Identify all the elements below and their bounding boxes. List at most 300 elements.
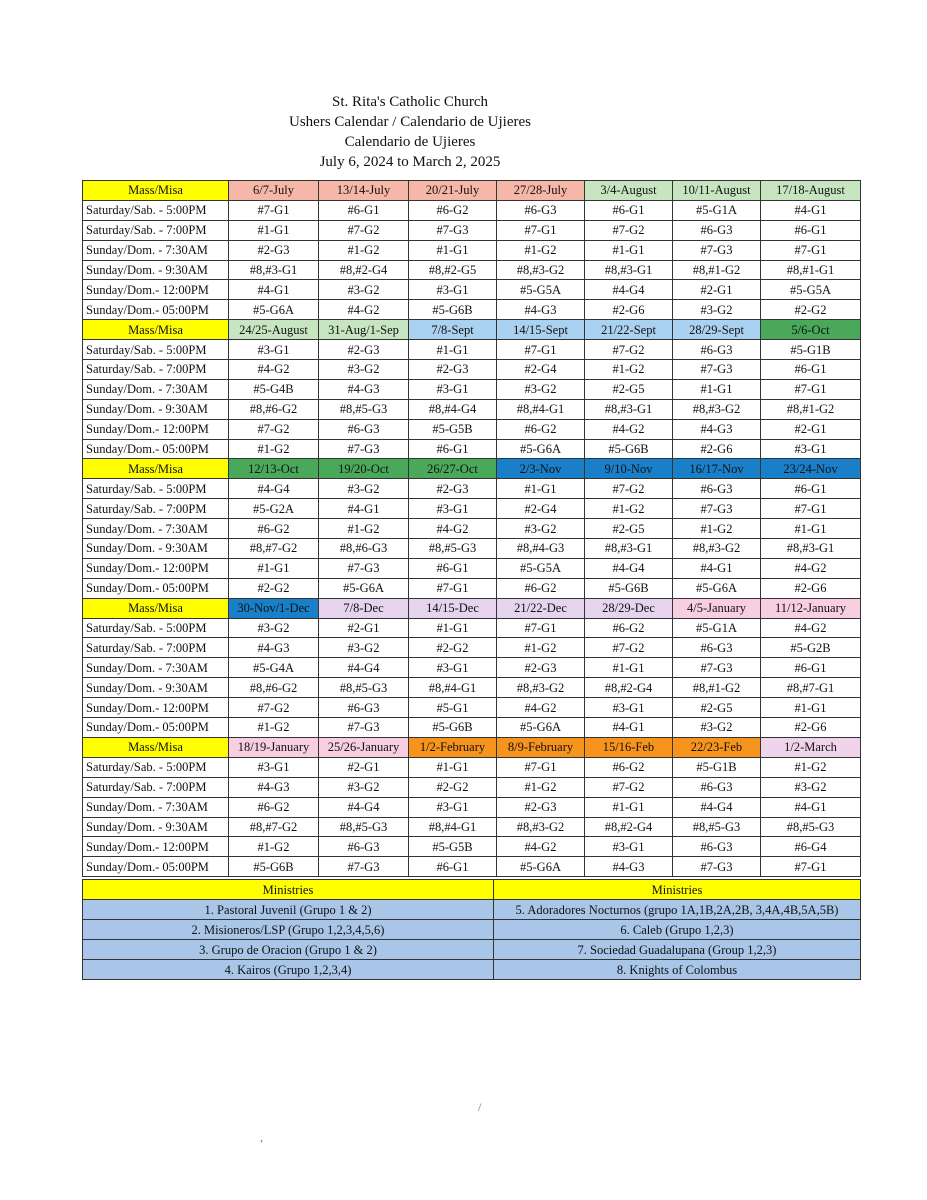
assignment-cell: #8,#3-G2 [497, 260, 585, 280]
mass-time-label: Sunday/Dom.- 05:00PM [83, 718, 229, 738]
assignment-cell: #3-G1 [409, 797, 497, 817]
assignment-cell: #8,#6-G3 [319, 539, 409, 559]
assignment-cell: #7-G1 [497, 340, 585, 360]
assignment-cell: #8,#1-G2 [673, 260, 761, 280]
assignment-cell: #7-G3 [673, 360, 761, 380]
date-header-cell: 7/8-Dec [319, 598, 409, 618]
date-header-cell: 2/3-Nov [497, 459, 585, 479]
assignment-cell: #8,#4-G3 [497, 539, 585, 559]
assignment-cell: #5-G2A [229, 499, 319, 519]
date-header-cell: 17/18-August [761, 181, 861, 201]
assignment-cell: #3-G2 [497, 379, 585, 399]
assignment-cell: #3-G1 [409, 658, 497, 678]
assignment-cell: #6-G3 [673, 777, 761, 797]
assignment-cell: #1-G2 [229, 439, 319, 459]
schedule-row [83, 857, 861, 877]
assignment-cell: #2-G2 [409, 777, 497, 797]
assignment-cell: #6-G1 [761, 220, 861, 240]
mass-time-label: Sunday/Dom.- 12:00PM [83, 419, 229, 439]
schedule-row [83, 519, 861, 539]
assignment-cell: #3-G1 [585, 837, 673, 857]
schedule-row [83, 698, 861, 718]
assignment-cell: #6-G2 [409, 200, 497, 220]
schedule-row [83, 638, 861, 658]
assignment-cell: #8,#7-G2 [229, 817, 319, 837]
date-header-cell: 11/12-January [761, 598, 861, 618]
assignment-cell: #2-G5 [673, 698, 761, 718]
schedule-row [83, 419, 861, 439]
assignment-cell: #2-G6 [673, 439, 761, 459]
assignment-cell: #1-G2 [585, 360, 673, 380]
assignment-cell: #1-G1 [761, 698, 861, 718]
church-name: St. Rita's Catholic Church [331, 94, 489, 110]
mass-time-label: Sunday/Dom. - 9:30AM [83, 817, 229, 837]
assignment-cell: #5-G6B [585, 439, 673, 459]
schedule-row [83, 280, 861, 300]
date-header-cell: 1/2-March [761, 737, 861, 757]
assignment-cell: #6-G2 [229, 797, 319, 817]
assignment-cell: #4-G2 [497, 837, 585, 857]
assignment-cell: #4-G1 [673, 558, 761, 578]
schedule-row [83, 379, 861, 399]
assignment-cell: #1-G2 [585, 499, 673, 519]
mass-time-label: Sunday/Dom. - 7:30AM [83, 379, 229, 399]
assignment-cell: #7-G3 [319, 857, 409, 877]
schedule-row [83, 678, 861, 698]
assignment-cell: #5-G6A [497, 718, 585, 738]
assignment-cell: #6-G2 [585, 618, 673, 638]
mass-time-label: Saturday/Sab. - 5:00PM [83, 200, 229, 220]
ushers-calendar-table [82, 180, 861, 877]
date-header-cell: 28/29-Dec [585, 598, 673, 618]
assignment-cell: #8,#3-G1 [585, 260, 673, 280]
assignment-cell: #5-G6A [319, 578, 409, 598]
assignment-cell: #1-G2 [497, 240, 585, 260]
schedule-row [83, 399, 861, 419]
assignment-cell: #7-G1 [497, 618, 585, 638]
schedule-row [83, 220, 861, 240]
schedule-row [83, 539, 861, 559]
schedule-row [83, 300, 861, 320]
assignment-cell: #3-G2 [497, 519, 585, 539]
date-header-cell: 12/13-Oct [229, 459, 319, 479]
date-header-cell: 18/19-January [229, 737, 319, 757]
assignment-cell: #6-G3 [319, 837, 409, 857]
assignment-cell: #2-G1 [319, 757, 409, 777]
assignment-cell: #4-G3 [229, 777, 319, 797]
assignment-cell: #4-G2 [497, 698, 585, 718]
schedule-row [83, 797, 861, 817]
assignment-cell: #3-G2 [319, 777, 409, 797]
assignment-cell: #4-G2 [319, 300, 409, 320]
schedule-row [83, 837, 861, 857]
block-header-row [83, 320, 861, 340]
assignment-cell: #5-G6B [409, 300, 497, 320]
assignment-cell: #2-G6 [585, 300, 673, 320]
assignment-cell: #4-G2 [229, 360, 319, 380]
assignment-cell: #2-G2 [761, 300, 861, 320]
mass-time-label: Sunday/Dom.- 12:00PM [83, 280, 229, 300]
assignment-cell: #5-G5A [497, 280, 585, 300]
assignment-cell: #8,#6-G2 [229, 399, 319, 419]
mass-time-label: Sunday/Dom. - 7:30AM [83, 240, 229, 260]
assignment-cell: #7-G2 [585, 340, 673, 360]
assignment-cell: #8,#3-G2 [673, 399, 761, 419]
mass-time-label: Sunday/Dom. - 9:30AM [83, 678, 229, 698]
assignment-cell: #5-G5B [409, 837, 497, 857]
assignment-cell: #6-G3 [673, 638, 761, 658]
schedule-row [83, 757, 861, 777]
block-header-row [83, 459, 861, 479]
mass-time-label: Saturday/Sab. - 5:00PM [83, 340, 229, 360]
ministry-row [83, 900, 861, 920]
assignment-cell: #5-G6A [229, 300, 319, 320]
ministry-cell: 7. Sociedad Guadalupana (Group 1,2,3) [494, 940, 861, 960]
assignment-cell: #2-G1 [319, 618, 409, 638]
assignment-cell: #6-G3 [673, 837, 761, 857]
schedule-row [83, 618, 861, 638]
assignment-cell: #6-G1 [585, 200, 673, 220]
assignment-cell: #1-G1 [229, 558, 319, 578]
assignment-cell: #4-G2 [409, 519, 497, 539]
ministries-header-row [83, 880, 861, 900]
mass-header-cell: Mass/Misa [83, 737, 229, 757]
assignment-cell: #7-G3 [673, 658, 761, 678]
mass-time-label: Sunday/Dom.- 05:00PM [83, 857, 229, 877]
assignment-cell: #8,#2-G4 [585, 678, 673, 698]
ministries-table [82, 879, 861, 980]
assignment-cell: #4-G3 [497, 300, 585, 320]
assignment-cell: #2-G5 [585, 519, 673, 539]
date-header-cell: 5/6-Oct [761, 320, 861, 340]
mass-time-label: Saturday/Sab. - 7:00PM [83, 360, 229, 380]
assignment-cell: #8,#3-G1 [585, 399, 673, 419]
mass-time-label: Saturday/Sab. - 7:00PM [83, 777, 229, 797]
mass-header-cell: Mass/Misa [83, 320, 229, 340]
assignment-cell: #8,#5-G3 [409, 539, 497, 559]
date-header-cell: 7/8-Sept [409, 320, 497, 340]
assignment-cell: #7-G2 [585, 220, 673, 240]
assignment-cell: #6-G3 [673, 479, 761, 499]
schedule-row [83, 578, 861, 598]
assignment-cell: #5-G1B [761, 340, 861, 360]
schedule-row [83, 658, 861, 678]
assignment-cell: #4-G4 [673, 797, 761, 817]
mass-time-label: Sunday/Dom.- 05:00PM [83, 300, 229, 320]
assignment-cell: #3-G2 [673, 300, 761, 320]
ministry-cell: 1. Pastoral Juvenil (Grupo 1 & 2) [83, 900, 494, 920]
assignment-cell: #1-G1 [229, 220, 319, 240]
assignment-cell: #1-G1 [409, 618, 497, 638]
assignment-cell: #7-G3 [673, 857, 761, 877]
document-header [200, 92, 620, 172]
schedule-row [83, 260, 861, 280]
assignment-cell: #6-G1 [761, 360, 861, 380]
mass-time-label: Sunday/Dom. - 9:30AM [83, 539, 229, 559]
assignment-cell: #5-G1A [673, 200, 761, 220]
date-header-cell: 8/9-February [497, 737, 585, 757]
assignment-cell: #2-G1 [761, 419, 861, 439]
assignment-cell: #8,#5-G3 [319, 817, 409, 837]
assignment-cell: #8,#4-G4 [409, 399, 497, 419]
date-header-cell: 22/23-Feb [673, 737, 761, 757]
assignment-cell: #4-G4 [229, 479, 319, 499]
assignment-cell: #1-G2 [229, 718, 319, 738]
assignment-cell: #6-G4 [761, 837, 861, 857]
assignment-cell: #7-G1 [229, 200, 319, 220]
assignment-cell: #3-G2 [229, 618, 319, 638]
assignment-cell: #1-G1 [585, 240, 673, 260]
date-range: July 6, 2024 to March 2, 2025 [319, 154, 501, 170]
assignment-cell: #7-G2 [585, 777, 673, 797]
schedule-row [83, 499, 861, 519]
block-header-row [83, 181, 861, 201]
assignment-cell: #8,#7-G2 [229, 539, 319, 559]
assignment-cell: #8,#5-G3 [319, 678, 409, 698]
ministry-row [83, 920, 861, 940]
assignment-cell: #7-G2 [585, 638, 673, 658]
mass-time-label: Saturday/Sab. - 7:00PM [83, 499, 229, 519]
mass-header-cell: Mass/Misa [83, 598, 229, 618]
date-header-cell: 4/5-January [673, 598, 761, 618]
assignment-cell: #3-G1 [229, 757, 319, 777]
assignment-cell: #5-G4A [229, 658, 319, 678]
assignment-cell: #3-G1 [409, 280, 497, 300]
assignment-cell: #8,#4-G1 [409, 817, 497, 837]
assignment-cell: #7-G3 [673, 240, 761, 260]
mass-time-label: Sunday/Dom. - 9:30AM [83, 260, 229, 280]
assignment-cell: #7-G2 [585, 479, 673, 499]
assignment-cell: #4-G3 [673, 419, 761, 439]
mass-header-cell: Mass/Misa [83, 181, 229, 201]
assignment-cell: #4-G1 [229, 280, 319, 300]
ministries-header-left: Ministries [83, 880, 494, 900]
assignment-cell: #2-G3 [229, 240, 319, 260]
assignment-cell: #7-G1 [761, 240, 861, 260]
assignment-cell: #2-G3 [409, 479, 497, 499]
assignment-cell: #7-G1 [761, 499, 861, 519]
assignment-cell: #1-G2 [673, 519, 761, 539]
date-header-cell: 6/7-July [229, 181, 319, 201]
scan-mark: / [478, 1100, 482, 1114]
date-header-cell: 27/28-July [497, 181, 585, 201]
mass-header-cell: Mass/Misa [83, 459, 229, 479]
assignment-cell: #3-G2 [319, 360, 409, 380]
assignment-cell: #8,#3-G1 [761, 539, 861, 559]
date-header-cell: 13/14-July [319, 181, 409, 201]
date-header-cell: 3/4-August [585, 181, 673, 201]
assignment-cell: #5-G1 [409, 698, 497, 718]
assignment-cell: #3-G2 [319, 638, 409, 658]
date-header-cell: 21/22-Dec [497, 598, 585, 618]
mass-time-label: Saturday/Sab. - 7:00PM [83, 220, 229, 240]
date-header-cell: 26/27-Oct [409, 459, 497, 479]
assignment-cell: #8,#3-G1 [585, 539, 673, 559]
mass-time-label: Sunday/Dom. - 7:30AM [83, 519, 229, 539]
assignment-cell: #4-G4 [585, 280, 673, 300]
assignment-cell: #2-G4 [497, 499, 585, 519]
date-header-cell: 28/29-Sept [673, 320, 761, 340]
assignment-cell: #1-G2 [497, 638, 585, 658]
assignment-cell: #6-G3 [673, 220, 761, 240]
assignment-cell: #6-G3 [319, 419, 409, 439]
assignment-cell: #8,#1-G2 [761, 399, 861, 419]
assignment-cell: #3-G2 [673, 718, 761, 738]
ministries-header-right: Ministries [494, 880, 861, 900]
assignment-cell: #7-G1 [761, 857, 861, 877]
assignment-cell: #7-G3 [319, 558, 409, 578]
assignment-cell: #2-G3 [319, 340, 409, 360]
assignment-cell: #6-G1 [409, 558, 497, 578]
assignment-cell: #4-G2 [761, 618, 861, 638]
assignment-cell: #2-G2 [409, 638, 497, 658]
assignment-cell: #1-G2 [319, 519, 409, 539]
date-header-cell: 10/11-August [673, 181, 761, 201]
assignment-cell: #2-G6 [761, 718, 861, 738]
assignment-cell: #1-G1 [409, 340, 497, 360]
assignment-cell: #4-G3 [229, 638, 319, 658]
date-header-cell: 20/21-July [409, 181, 497, 201]
assignment-cell: #3-G2 [761, 777, 861, 797]
assignment-cell: #2-G3 [497, 658, 585, 678]
assignment-cell: #4-G1 [761, 200, 861, 220]
assignment-cell: #4-G3 [585, 857, 673, 877]
assignment-cell: #2-G4 [497, 360, 585, 380]
assignment-cell: #6-G3 [497, 200, 585, 220]
assignment-cell: #7-G2 [229, 419, 319, 439]
mass-time-label: Sunday/Dom.- 05:00PM [83, 439, 229, 459]
assignment-cell: #1-G1 [409, 757, 497, 777]
assignment-cell: #8,#3-G2 [497, 678, 585, 698]
assignment-cell: #5-G5A [497, 558, 585, 578]
schedule-row [83, 558, 861, 578]
assignment-cell: #3-G1 [585, 698, 673, 718]
assignment-cell: #8,#3-G2 [673, 539, 761, 559]
assignment-cell: #1-G1 [497, 479, 585, 499]
date-header-cell: 23/24-Nov [761, 459, 861, 479]
assignment-cell: #6-G1 [761, 479, 861, 499]
assignment-cell: #1-G2 [319, 240, 409, 260]
mass-time-label: Saturday/Sab. - 5:00PM [83, 618, 229, 638]
assignment-cell: #8,#1-G1 [761, 260, 861, 280]
ministry-cell: 6. Caleb (Grupo 1,2,3) [494, 920, 861, 940]
schedule-row [83, 439, 861, 459]
assignment-cell: #1-G1 [761, 519, 861, 539]
assignment-cell: #5-G6A [497, 439, 585, 459]
assignment-cell: #5-G6B [585, 578, 673, 598]
assignment-cell: #3-G1 [229, 340, 319, 360]
assignment-cell: #6-G3 [673, 340, 761, 360]
assignment-cell: #8,#4-G1 [497, 399, 585, 419]
assignment-cell: #6-G2 [585, 757, 673, 777]
assignment-cell: #4-G1 [585, 718, 673, 738]
assignment-cell: #4-G4 [319, 797, 409, 817]
assignment-cell: #3-G1 [409, 379, 497, 399]
date-header-cell: 15/16-Feb [585, 737, 673, 757]
assignment-cell: #8,#4-G1 [409, 678, 497, 698]
date-header-cell: 31-Aug/1-Sep [319, 320, 409, 340]
assignment-cell: #4-G1 [319, 499, 409, 519]
assignment-cell: #6-G3 [319, 698, 409, 718]
mass-time-label: Sunday/Dom. - 7:30AM [83, 797, 229, 817]
assignment-cell: #3-G2 [319, 479, 409, 499]
mass-time-label: Saturday/Sab. - 5:00PM [83, 757, 229, 777]
schedule-row [83, 360, 861, 380]
ministry-cell: 8. Knights of Colombus [494, 960, 861, 980]
assignment-cell: #8,#1-G2 [673, 678, 761, 698]
assignment-cell: #1-G1 [585, 797, 673, 817]
assignment-cell: #4-G2 [761, 558, 861, 578]
assignment-cell: #4-G4 [319, 658, 409, 678]
mass-time-label: Sunday/Dom.- 12:00PM [83, 698, 229, 718]
assignment-cell: #2-G3 [409, 360, 497, 380]
assignment-cell: #1-G2 [497, 777, 585, 797]
assignment-cell: #6-G1 [409, 439, 497, 459]
assignment-cell: #6-G2 [497, 419, 585, 439]
assignment-cell: #6-G2 [497, 578, 585, 598]
assignment-cell: #8,#2-G4 [585, 817, 673, 837]
assignment-cell: #7-G1 [497, 220, 585, 240]
assignment-cell: #8,#3-G2 [497, 817, 585, 837]
date-header-cell: 19/20-Oct [319, 459, 409, 479]
assignment-cell: #7-G2 [319, 220, 409, 240]
assignment-cell: #5-G6B [409, 718, 497, 738]
assignment-cell: #8,#5-G3 [673, 817, 761, 837]
ministry-cell: 2. Misioneros/LSP (Grupo 1,2,3,4,5,6) [83, 920, 494, 940]
schedule-row [83, 817, 861, 837]
assignment-cell: #5-G4B [229, 379, 319, 399]
schedule-row [83, 240, 861, 260]
assignment-cell: #8,#2-G5 [409, 260, 497, 280]
date-header-cell: 14/15-Dec [409, 598, 497, 618]
mass-time-label: Saturday/Sab. - 7:00PM [83, 638, 229, 658]
block-header-row [83, 737, 861, 757]
schedule-row [83, 340, 861, 360]
scan-mark: , [260, 1130, 263, 1144]
assignment-cell: #1-G1 [409, 240, 497, 260]
assignment-cell: #2-G5 [585, 379, 673, 399]
assignment-cell: #7-G3 [319, 439, 409, 459]
calendar-title: Ushers Calendar / Calendario de Ujieres [289, 114, 531, 130]
assignment-cell: #7-G3 [673, 499, 761, 519]
assignment-cell: #6-G2 [229, 519, 319, 539]
assignment-cell: #4-G2 [585, 419, 673, 439]
mass-time-label: Sunday/Dom.- 12:00PM [83, 837, 229, 857]
assignment-cell: #8,#5-G3 [319, 399, 409, 419]
mass-time-label: Sunday/Dom.- 12:00PM [83, 558, 229, 578]
assignment-cell: #5-G6A [497, 857, 585, 877]
assignment-cell: #2-G6 [761, 578, 861, 598]
date-header-cell: 25/26-January [319, 737, 409, 757]
assignment-cell: #5-G6B [229, 857, 319, 877]
assignment-cell: #1-G1 [585, 658, 673, 678]
date-header-cell: 14/15-Sept [497, 320, 585, 340]
assignment-cell: #7-G1 [409, 578, 497, 598]
assignment-cell: #1-G2 [229, 837, 319, 857]
assignment-cell: #8,#5-G3 [761, 817, 861, 837]
schedule-row [83, 718, 861, 738]
assignment-cell: #5-G5A [761, 280, 861, 300]
assignment-cell: #8,#6-G2 [229, 678, 319, 698]
schedule-row [83, 200, 861, 220]
assignment-cell: #5-G6A [673, 578, 761, 598]
assignment-cell: #5-G5B [409, 419, 497, 439]
assignment-cell: #1-G1 [673, 379, 761, 399]
assignment-cell: #5-G2B [761, 638, 861, 658]
assignment-cell: #1-G2 [761, 757, 861, 777]
assignment-cell: #8,#2-G4 [319, 260, 409, 280]
ministry-cell: 4. Kairos (Grupo 1,2,3,4) [83, 960, 494, 980]
